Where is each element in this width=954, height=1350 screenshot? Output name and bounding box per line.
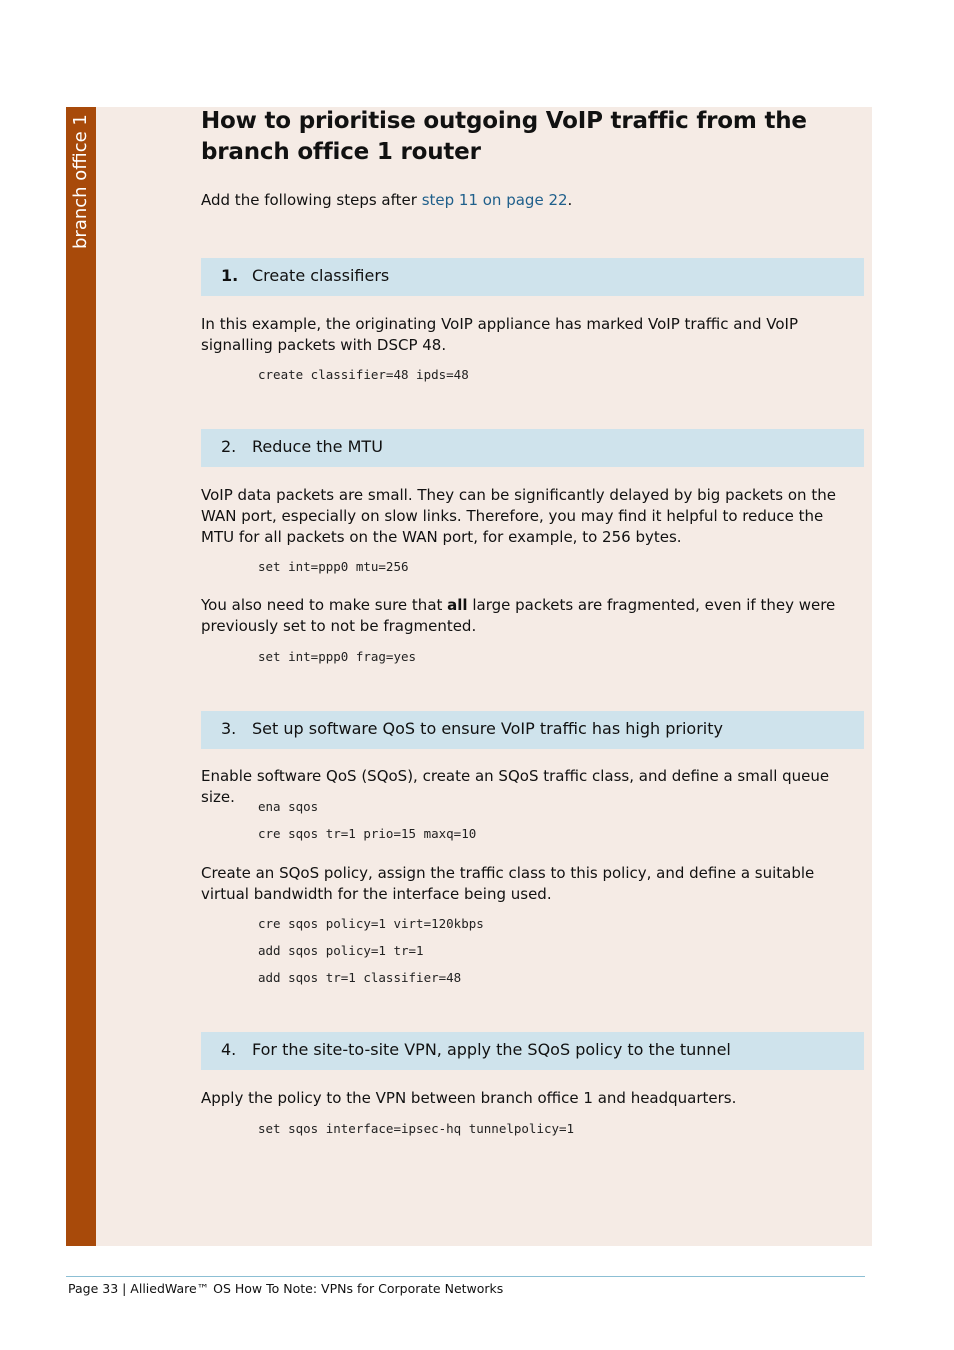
code-line: cre sqos policy=1 virt=120kbps	[258, 916, 484, 931]
step-number: 3.	[221, 719, 237, 738]
step-1-header	[201, 258, 864, 296]
code-line: set int=ppp0 mtu=256	[258, 559, 409, 574]
intro-paragraph	[201, 190, 851, 211]
emphasis-all: all	[447, 596, 468, 614]
step-4-paragraph: Apply the policy to the VPN between branch office 1 and headquarters.	[201, 1089, 737, 1107]
sidebar-band	[66, 107, 96, 1246]
page-title: How to prioritise outgoing VoIP traffic from the branch office 1 router	[201, 108, 807, 165]
step-label: Set up software QoS to ensure VoIP traffic has high priority	[252, 719, 723, 738]
step-number: 1.	[221, 266, 239, 285]
step-number: 2.	[221, 437, 237, 456]
code-line: add sqos tr=1 classifier=48	[258, 970, 462, 985]
code-line: create classifier=48 ipds=48	[258, 367, 469, 382]
code-line: add sqos policy=1 tr=1	[258, 943, 424, 958]
sidebar-label: branch office 1	[70, 114, 91, 249]
step-label: Reduce the MTU	[252, 437, 383, 456]
step-label: Create classifiers	[252, 266, 390, 285]
intro-end: .	[567, 191, 573, 209]
code-line: cre sqos tr=1 prio=15 maxq=10	[258, 826, 477, 841]
step-4-header	[201, 1032, 864, 1070]
step-3-policy-paragraph: Create an SQoS policy, assign the traffic class to this policy, and define a suitable virtual bandwidth for the interface being used.	[201, 864, 815, 903]
step-2-header	[201, 429, 864, 467]
step-reference-link[interactable]: step 11 on page 22	[421, 191, 568, 209]
step-3-header	[201, 711, 864, 749]
step-label: For the site-to-site VPN, apply the SQoS policy to the tunnel	[252, 1040, 731, 1059]
step-1-paragraph: In this example, the originating VoIP appliance has marked VoIP traffic and VoIP signalling packets with DSCP 48.	[201, 315, 799, 354]
code-line: set int=ppp0 frag=yes	[258, 649, 417, 664]
paragraph-text: You also need to make sure that	[201, 596, 448, 614]
intro-text: Add the following steps after	[201, 191, 422, 209]
paragraph-text: large packets are fragmented, even if they were previously set to not be fragmented.	[201, 596, 836, 635]
step-2-fragment-paragraph	[201, 595, 851, 637]
step-number: 4.	[221, 1040, 237, 1059]
code-line: ena sqos	[258, 799, 319, 814]
page-footer: Page 33 | AlliedWare™ OS How To Note: VPNs for Corporate Networks	[68, 1281, 504, 1296]
code-line: set sqos interface=ipsec-hq tunnelpolicy=1	[258, 1121, 575, 1136]
sidebar-label-box	[66, 107, 96, 267]
step-3-paragraph: Enable software QoS (SQoS), create an SQoS traffic class, and define a small queue size.	[201, 767, 830, 806]
footer-divider	[66, 1276, 865, 1277]
step-2-paragraph: VoIP data packets are small. They can be significantly delayed by big packets on the WAN port, especially on slow links. Therefore, you may find it helpful to reduce the MTU for all packets on the WAN port, for example, to 256 bytes.	[201, 486, 836, 546]
